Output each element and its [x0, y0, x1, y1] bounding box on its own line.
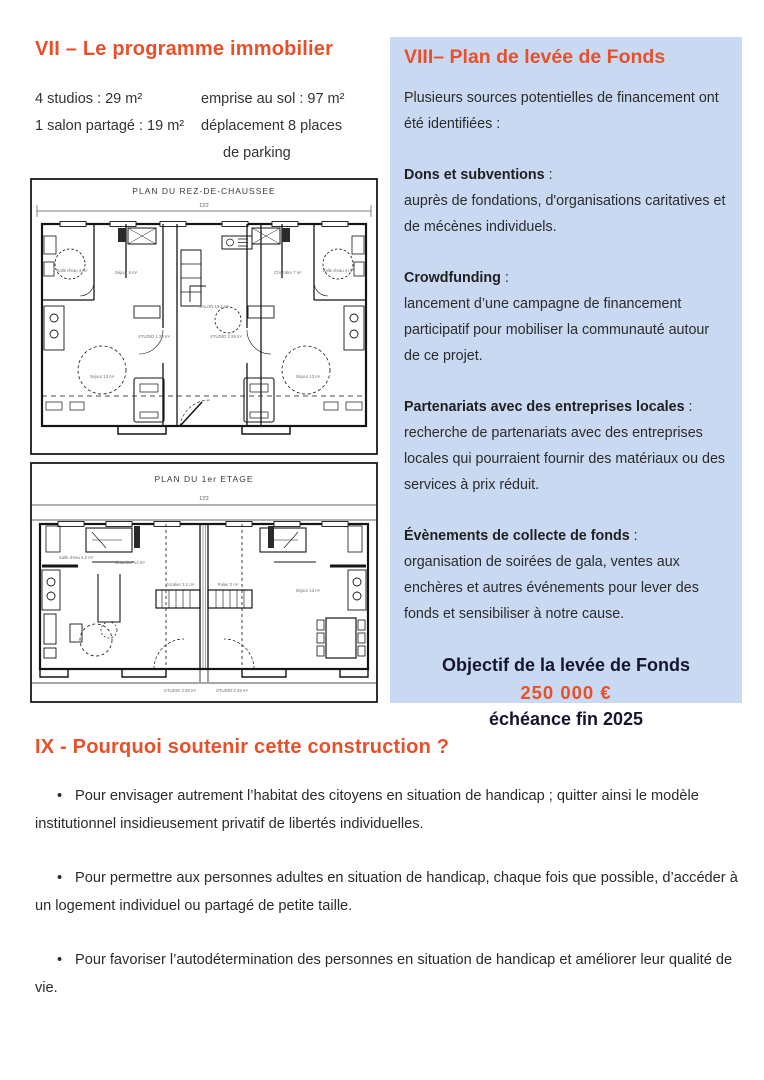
why-bullet-text: Pour favoriser l’autodétermination des personnes en situation de handicap et améliorer leur qualité de vie. — [35, 952, 733, 996]
plan1-label-3: SALON 19,2 m² — [198, 304, 230, 309]
floor-plan-ground — [30, 178, 378, 460]
specs-column-2 — [201, 86, 344, 167]
why-bullet-1 — [35, 782, 743, 838]
plan2-label-0: Salle d'eau 4,2 m² — [58, 555, 94, 560]
plan1-label-7: Séjour 13 m² — [89, 374, 115, 379]
funding-item-body: lancement d’une campagne de financement participatif pour mobiliser la communauté autour de ce projet. — [404, 296, 710, 364]
why-bullet-3 — [35, 946, 743, 1002]
funding-objective — [404, 652, 728, 733]
bullet-marker: • — [57, 952, 63, 968]
funding-item-colon: : — [544, 167, 553, 183]
plan1-label-6: Salle d'eau 4 m² — [322, 268, 354, 273]
floor-plan-first — [30, 462, 378, 708]
section-vii-title: VII – Le programme immobilier — [35, 38, 334, 60]
funding-item-partnerships — [404, 394, 728, 498]
plan1-dimension: 13'2 — [199, 203, 209, 209]
floor-plan-first-drawing — [30, 462, 378, 703]
plan2-label-6: STUDIO 4 29 m² — [216, 688, 248, 693]
plan2-label-2: Escalier 3,1 m² — [165, 582, 195, 587]
spec-emprise: emprise au sol : 97 m² — [201, 91, 345, 107]
funding-item-head: Évènements de collecte de fonds — [404, 528, 630, 544]
section-viii-title: VIII– Plan de levée de Fonds — [404, 46, 666, 68]
funding-item-head: Dons et subventions — [404, 167, 545, 183]
spec-studios: 4 studios : 29 m² — [35, 91, 143, 107]
section-ix-title: IX - Pourquoi soutenir cette construction ? — [35, 736, 450, 758]
spec-parking-1: déplacement 8 places — [201, 118, 343, 134]
funding-item-body: auprès de fondations, d'organisations caritatives et de mécènes individuels. — [404, 193, 726, 235]
funding-item-crowdfunding — [404, 265, 728, 369]
funding-intro: Plusieurs sources potentielles de financement ont été identifiées : — [404, 90, 719, 132]
funding-panel — [390, 37, 742, 729]
specs-column-1 — [35, 86, 201, 167]
funding-item-colon: : — [500, 270, 509, 286]
objective-amount: 250 000 € — [520, 682, 612, 703]
funding-item-donations — [404, 162, 728, 240]
why-bullet-text: Pour permettre aux personnes adultes en situation de handicap, chaque fois que possible, d’accéder à un logement individuel ou partagé de petite taille. — [35, 870, 738, 914]
objective-heading: Objectif de la levée de Fonds — [441, 655, 691, 675]
plan2-dimension: 13'2 — [199, 496, 209, 502]
bullet-marker: • — [57, 788, 63, 804]
plan1-title: PLAN DU REZ-DE-CHAUSSEE — [132, 186, 276, 196]
plan1-label-8: Séjour 13 m² — [295, 374, 321, 379]
plan1-label-1: Séjour 9 m² — [114, 270, 138, 275]
funding-item-head: Crowdfunding — [404, 270, 501, 286]
plan1-label-4: STUDIO 2 29 m² — [210, 334, 242, 339]
plan2-label-1: Chambre 12 m² — [115, 560, 145, 565]
funding-item-colon: : — [629, 528, 638, 544]
funding-item-colon: : — [684, 399, 693, 415]
program-specs — [35, 86, 387, 167]
floor-plan-ground-drawing — [30, 178, 378, 455]
plan1-label-5: Chambre 7 m² — [274, 270, 302, 275]
plan2-label-3: Palier 2 m² — [217, 582, 239, 587]
spec-parking-2: de parking — [223, 145, 291, 161]
plan2-label-5: STUDIO 3 29 m² — [164, 688, 196, 693]
why-bullet-2 — [35, 864, 743, 920]
plan1-label-0: Salle d'eau 4 m² — [56, 268, 88, 273]
why-bullets — [35, 782, 743, 1028]
funding-item-body: recherche de partenariats avec des entreprises locales qui pourraient fournir des matériaux ou des services à prix réduit. — [404, 425, 726, 493]
funding-item-body: organisation de soirées de gala, ventes aux enchères et autres événements pour lever des fonds et sensibiliser à notre cause. — [404, 554, 699, 622]
plan2-title: PLAN DU 1er ETAGE — [154, 474, 254, 484]
why-bullet-text: Pour envisager autrement l’habitat des citoyens en situation de handicap ; quitter ainsi le modèle institutionnel insidieusement privatif de libertés individuelles. — [35, 788, 699, 832]
bullet-marker: • — [57, 870, 63, 886]
objective-deadline: échéance fin 2025 — [488, 709, 644, 729]
funding-item-head: Partenariats avec des entreprises locales — [404, 399, 685, 415]
plan2-label-4: Séjour 13 m² — [295, 588, 321, 593]
plan1-label-2: STUDIO 1 29 m² — [138, 334, 170, 339]
spec-salon: 1 salon partagé : 19 m² — [35, 118, 185, 134]
funding-item-events — [404, 523, 728, 627]
